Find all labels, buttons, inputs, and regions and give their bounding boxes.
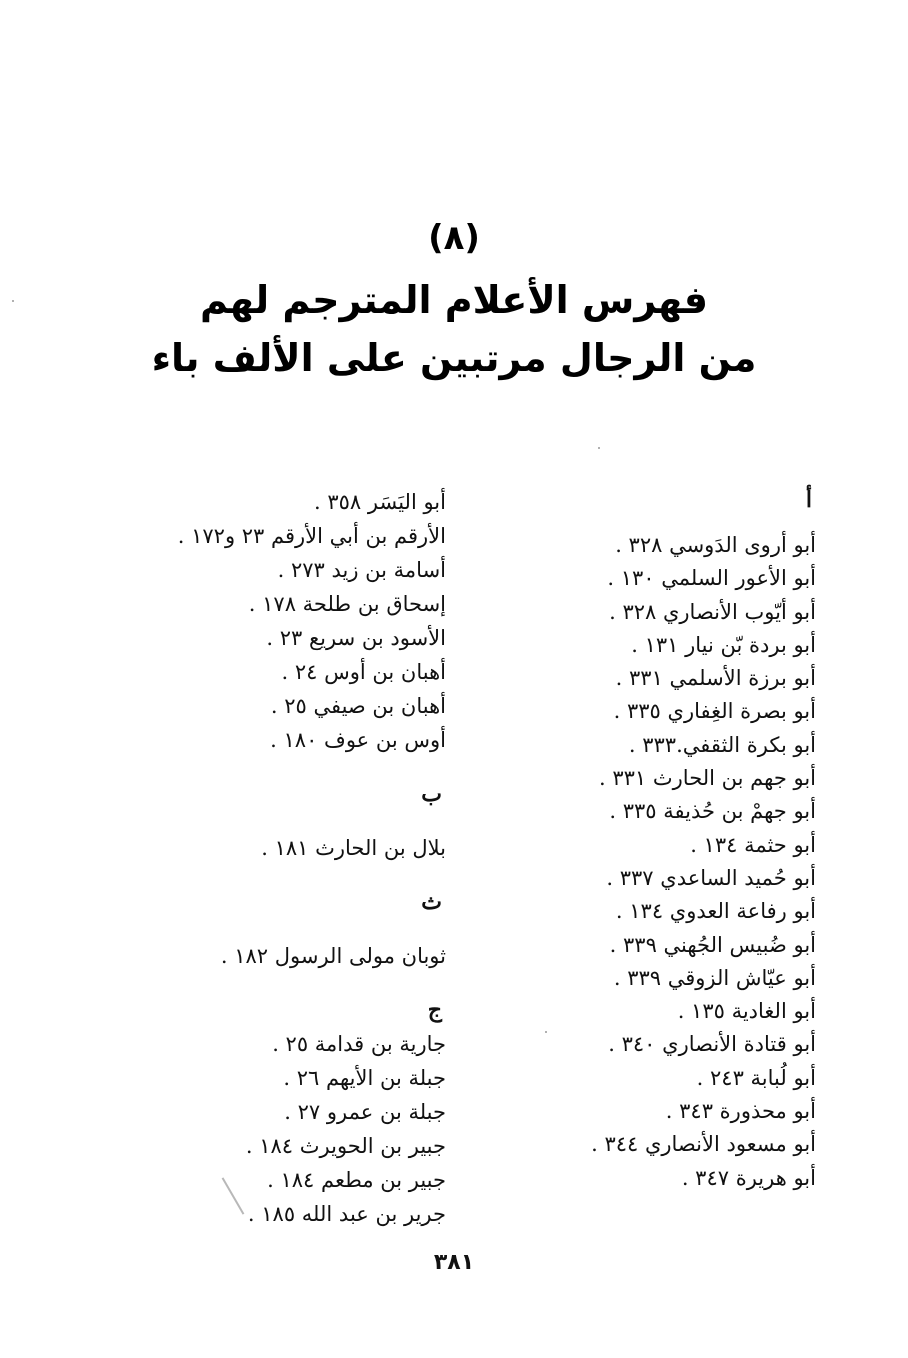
index-entry: أبو محذورة ٣٤٣ . bbox=[665, 1099, 816, 1124]
letter-heading-jim: ج bbox=[427, 997, 442, 1023]
index-entry: أبو ضُبيس الجُهني ٣٣٩ . bbox=[609, 932, 816, 957]
index-entry: أبو جهم بن الحارث ٣٣١ . bbox=[599, 766, 816, 791]
scan-speck bbox=[598, 447, 600, 449]
letter-heading-ba: ب bbox=[421, 781, 442, 807]
index-entry: أبو حثمة ١٣٤ . bbox=[690, 832, 816, 857]
index-entry: أبو حُميد الساعدي ٣٣٧ . bbox=[606, 865, 816, 890]
index-entry: أهبان بن صيفي ٢٥ . bbox=[270, 694, 446, 718]
spacer bbox=[166, 919, 446, 939]
index-entry: جبلة بن الأيهم ٢٦ . bbox=[283, 1066, 446, 1090]
spacer bbox=[166, 973, 446, 993]
index-entry: أبو الغادية ١٣٥ . bbox=[677, 999, 816, 1024]
index-entry: أبو بكرة الثقفي.٣٣٣ . bbox=[628, 732, 816, 757]
letter-heading-tha: ث bbox=[421, 889, 442, 915]
index-entry: أبو الأعور السلمي ١٣٠ . bbox=[607, 566, 816, 591]
index-entry: بلال بن الحارث ١٨١ . bbox=[261, 836, 446, 860]
index-column-right bbox=[496, 485, 816, 1195]
scan-speck bbox=[12, 300, 14, 302]
index-entry: أوس بن عوف ١٨٠ . bbox=[270, 728, 446, 752]
index-entry: جبلة بن عمرو ٢٧ . bbox=[284, 1100, 446, 1124]
index-entry: أهبان بن أوس ٢٤ . bbox=[281, 660, 446, 684]
index-entry: أبو أيّوب الأنصاري ٣٢٨ . bbox=[609, 599, 816, 624]
index-entry: جارية بن قدامة ٢٥ . bbox=[272, 1032, 446, 1056]
index-entry: أبو قتادة الأنصاري ٣٤٠ . bbox=[608, 1032, 816, 1057]
index-title: فهرس الأعلام المترجم لهم bbox=[200, 278, 708, 322]
index-entry: أبو أروى الدَوسي ٣٢٨ . bbox=[615, 533, 816, 557]
spacer bbox=[166, 865, 446, 885]
index-entry: أبو اليَسَر ٣٥٨ . bbox=[314, 490, 446, 514]
index-entry: جبير بن مطعم ١٨٤ . bbox=[267, 1168, 446, 1192]
index-column-left bbox=[166, 485, 446, 1231]
index-entry: جبير بن الحويرث ١٨٤ . bbox=[245, 1134, 446, 1158]
scan-speck bbox=[545, 1031, 547, 1033]
index-entry: أبو عيّاش الزوقي ٣٣٩ . bbox=[613, 965, 816, 990]
spacer bbox=[166, 811, 446, 831]
index-entry: الأرقم بن أبي الأرقم ٢٣ و١٧٢ . bbox=[177, 524, 446, 548]
index-entry: أسامة بن زيد ٢٧٣ . bbox=[277, 558, 446, 582]
page-number: ٣٨١ bbox=[433, 1250, 475, 1275]
index-entry: أبو مسعود الأنصاري ٣٤٤ . bbox=[591, 1132, 816, 1157]
index-entry: أبو بصرة الغِفاري ٣٣٥ . bbox=[613, 699, 816, 724]
index-entry: الأسود بن سريع ٢٣ . bbox=[266, 626, 446, 650]
index-entry: إسحاق بن طلحة ١٧٨ . bbox=[248, 592, 446, 616]
letter-heading-alif: أ bbox=[805, 487, 812, 513]
index-entry: أبو رفاعة العدوي ١٣٤ . bbox=[615, 899, 816, 924]
index-entry: أبو برزة الأسلمي ٣٣١ . bbox=[615, 666, 816, 691]
spacer bbox=[166, 757, 446, 777]
index-entry: أبو لُبابة ٢٤٣ . bbox=[696, 1065, 816, 1090]
index-entry: جرير بن عبد الله ١٨٥ . bbox=[247, 1202, 446, 1226]
index-entry: أبو جهمْ بن حُذيفة ٣٣٥ . bbox=[609, 799, 816, 824]
index-entry: ثوبان مولى الرسول ١٨٢ . bbox=[220, 944, 446, 968]
index-entry: أبو هريرة ٣٤٧ . bbox=[681, 1165, 816, 1190]
index-subtitle: من الرجال مرتبين على الألف باء bbox=[151, 336, 757, 380]
index-entry: أبو بردة بّن نيار ١٣١ . bbox=[631, 632, 816, 657]
section-number: (٨) bbox=[428, 218, 480, 258]
